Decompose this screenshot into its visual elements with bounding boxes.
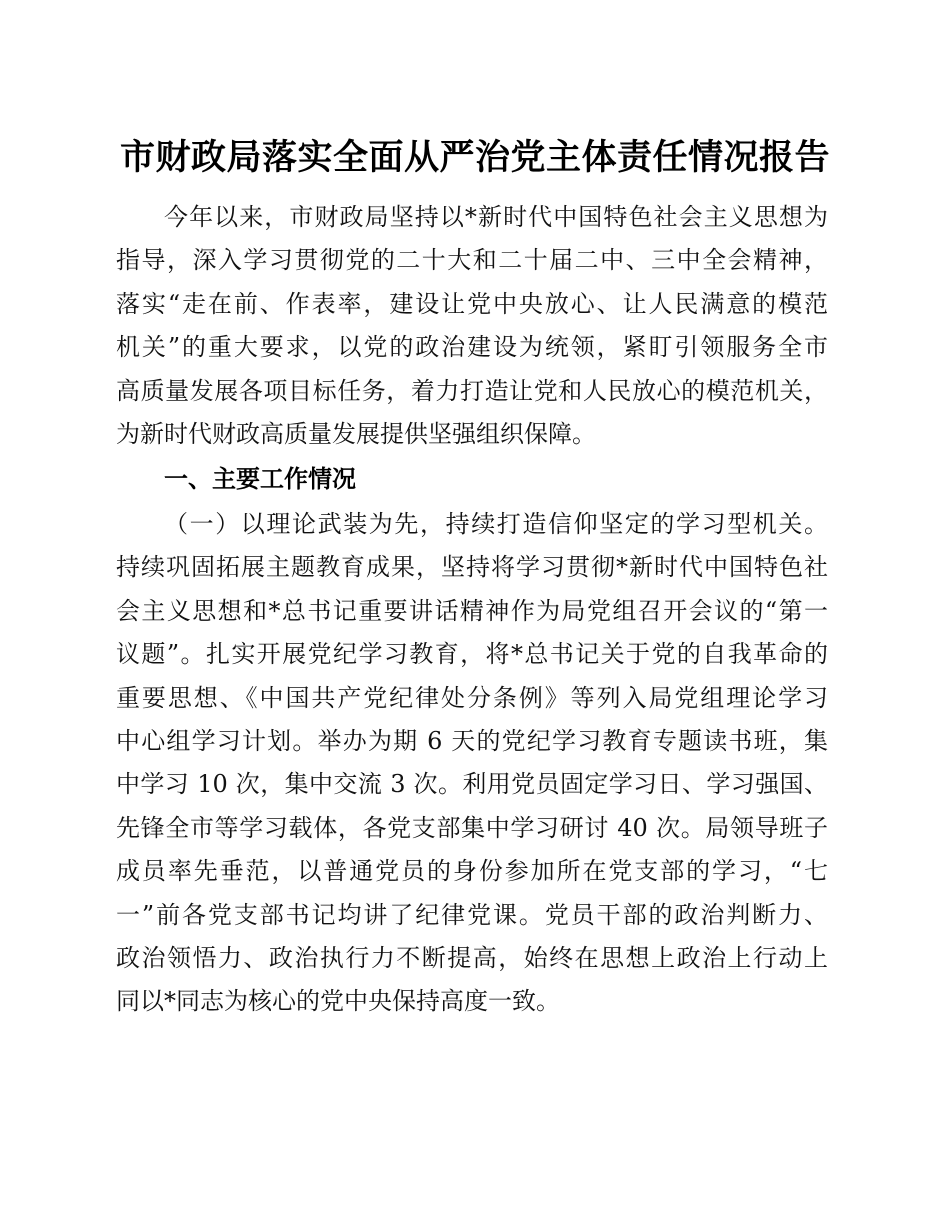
paragraph-line: 指导，深入学习贯彻党的二十大和二十届二中、三中全会精神， [116,246,828,275]
section-heading: 一、主要工作情况 [164,465,356,493]
paragraph-line: 成员率先垂范，以普通党员的身份参加所在党支部的学习，“七 [116,857,828,886]
paragraph-line: 先锋全市等学习载体，各党支部集中学习研讨 40 次。局领导班子 [116,813,828,842]
paragraph-line: 中学习 10 次，集中交流 3 次。利用党员固定学习日、学习强国、 [116,770,828,799]
paragraph-line: 会主义思想和*总书记重要讲话精神作为局党组召开会议的“第一 [116,596,828,625]
paragraph-line: 政治领悟力、政治执行力不断提高，始终在思想上政治上行动上 [116,943,828,972]
paragraph-line: 重要思想、《中国共产党纪律处分条例》等列入局党组理论学习 [116,683,828,712]
paragraph-line: 同以*同志为核心的党中央保持高度一致。 [116,987,560,1016]
paragraph-line: 今年以来，市财政局坚持以*新时代中国特色社会主义思想为 [164,203,828,231]
paragraph-line: 落实“走在前、作表率，建设让党中央放心、让人民满意的模范 [116,289,828,318]
document-title: 市财政局落实全面从严治党主体责任情况报告 [119,137,830,178]
paragraph-line: 机关”的重大要求，以党的政治建设为统领，紧盯引领服务全市 [116,333,828,362]
paragraph-line: 持续巩固拓展主题教育成果，坚持将学习贯彻*新时代中国特色社 [116,553,828,582]
paragraph-line: 议题”。扎实开展党纪学习教育，将*总书记关于党的自我革命的 [116,640,828,669]
paragraph-line: （一）以理论武装为先，持续打造信仰坚定的学习型机关。 [164,510,828,538]
paragraph-line: 中心组学习计划。举办为期 6 天的党纪学习教育专题读书班，集 [116,726,828,755]
paragraph-line: 高质量发展各项目标任务，着力打造让党和人民放心的模范机关， [116,376,828,405]
section-paragraph [116,503,828,1024]
intro-paragraph [116,196,828,456]
paragraph-line: 为新时代财政高质量发展提供坚强组织保障。 [116,419,596,448]
paragraph-line: 一”前各党支部书记均讲了纪律党课。党员干部的政治判断力、 [116,900,828,929]
